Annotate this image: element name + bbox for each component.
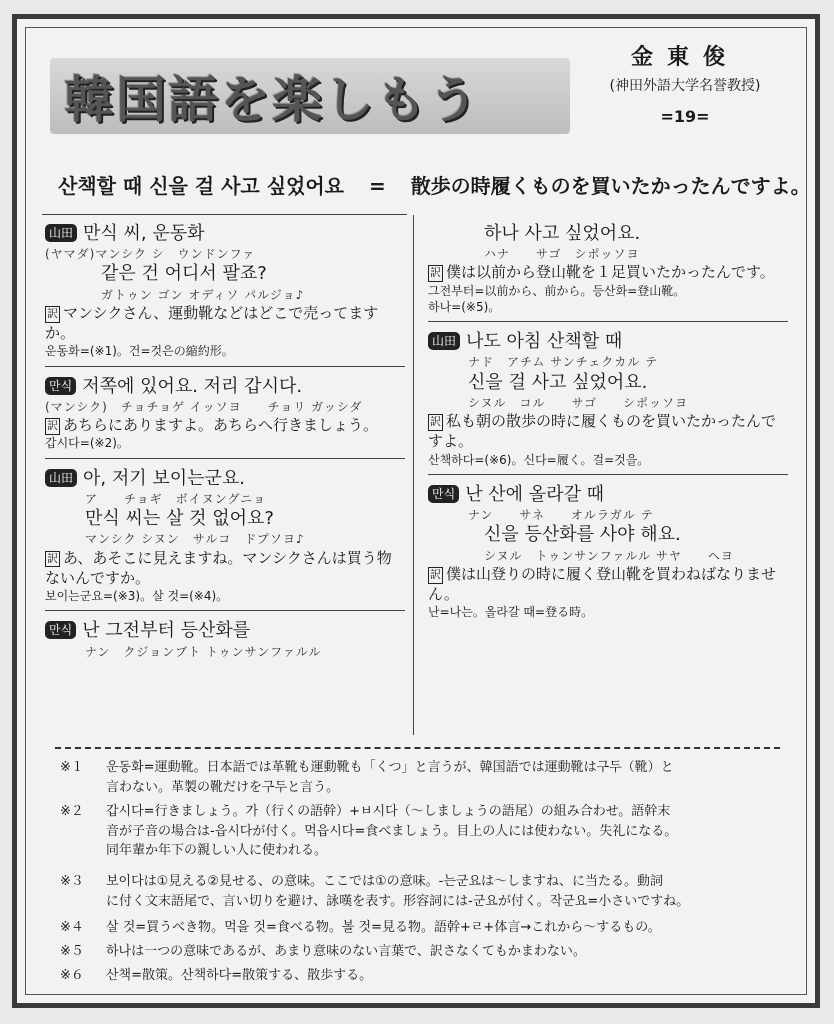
footnote-mark: ※３ — [60, 874, 84, 889]
translation-mark: 訳 — [428, 567, 443, 584]
footnote-text: 갑시다=行きましょう。가（行くの語幹）+ㅂ시다（～しましょうの語尾）の組み合わせ。語幹末 — [106, 804, 671, 819]
footnote — [60, 942, 790, 962]
kana-reading: ナド アチム サンチェクカル テ — [468, 355, 659, 370]
speaker-badge: 만식 — [45, 377, 76, 395]
kana-reading: マンシク シヌン サルコ ドプソヨ♪ — [85, 532, 305, 547]
translation-text: 私も朝の散歩の時に履くものを買いたかったんですよ。 — [428, 412, 777, 451]
speaker-badge: 만식 — [428, 485, 459, 503]
footnote-text: 하나は一つの意味であるが、あまり意味のない言葉で、訳さなくてもかまわない。 — [106, 944, 586, 959]
translation-mark: 訳 — [428, 265, 443, 282]
vocab-note: 산책하다=(※6)。신다=履く。걸=것을。 — [428, 452, 650, 467]
headline-japanese: 散歩の時履くものを買いたかったんですよ。 — [410, 174, 811, 198]
kana-reading: (マンシク) チョチョゲ イッソヨ チョリ ガッシダ — [45, 399, 363, 414]
footnote-mark: ※５ — [60, 944, 84, 959]
speaker-badge: 만식 — [45, 621, 76, 639]
translation-mark: 訳 — [45, 418, 60, 435]
section-rule — [45, 610, 405, 611]
dialogue-block — [45, 619, 405, 659]
vocab-note: 보이는군요=(※3)。살 것=(※4)。 — [45, 589, 229, 604]
dialogue-block — [428, 222, 788, 315]
logo-title: 韓国語を楽しもう — [64, 70, 480, 129]
footnote-text: 言わない。革製の靴だけを구두と言う。 — [106, 779, 340, 795]
translation-text: 僕は以前から登山靴を１足買いたかったんです。 — [446, 263, 775, 282]
translation-text: マンシクさん、運動靴などはどこで売ってますか。 — [45, 303, 379, 343]
translation-mark: 訳 — [45, 551, 60, 568]
footnote-text: に付く文末語尾で、言い切りを避け、詠嘆を表す。形容詞には-군요が付く。작군요=小さいですね。 — [106, 893, 690, 909]
vocab-note: 난=나는。올라갈 때=登る時。 — [428, 605, 594, 620]
footnote-mark: ※４ — [60, 920, 84, 935]
footnote-text: 살 것=買うべき物。먹을 것=食べる物。볼 것=見る物。語幹+ㄹ+体言→これから～するもの。 — [106, 920, 661, 935]
dashed-separator — [55, 747, 780, 749]
footnote — [60, 802, 790, 861]
kana-reading: シヌル トゥンサンファルル サヤ ヘヨ — [484, 548, 734, 563]
vocab-note: 운동화=(※1)。건=것은の縮約形。 — [45, 344, 234, 359]
korean-line: 같은 건 어디서 팔죠? — [101, 263, 267, 285]
dialogue-block — [45, 467, 405, 605]
korean-line: 난 그전부터 등산화를 — [82, 620, 251, 642]
kana-reading: ア チョギ ボイヌングニョ — [85, 491, 267, 506]
korean-line: 만식 씨는 살 것 없어요? — [85, 508, 274, 530]
section-rule — [45, 458, 405, 459]
korean-line: 만식 씨, 운동화 — [83, 223, 205, 244]
footnote-text: 同年輩か年下の親しい人に使われる。 — [106, 843, 328, 858]
kana-reading: ナン サネ オルラガル テ — [468, 508, 654, 523]
left-column — [45, 222, 405, 660]
kana-reading: シヌル コル サゴ シポッソヨ — [468, 395, 689, 410]
headline — [58, 170, 811, 199]
dialogue-block — [45, 375, 405, 452]
column-divider — [413, 215, 414, 735]
dialogue-block — [428, 483, 788, 621]
kana-reading: (ヤマダ)マンシク シ ウンドンファ — [45, 247, 256, 262]
headline-equals: = — [368, 174, 386, 198]
korean-line: 하나 사고 싶었어요. — [484, 223, 641, 244]
speaker-badge: 山田 — [428, 332, 460, 350]
translation-text: あ、あそこに見えますね。マンシクさんは買う物ないんですか。 — [45, 548, 392, 587]
headline-korean: 산책할 때 신을 걸 사고 싶었어요 — [58, 174, 344, 198]
vocab-note: 그전부터=以前から、前から。등산화=登山靴。 — [428, 283, 686, 298]
author-affiliation: (神田外語大学名誉教授) — [609, 78, 761, 94]
footnote — [60, 966, 790, 986]
footnote — [60, 758, 790, 797]
author-block — [590, 40, 780, 126]
translation-mark: 訳 — [428, 414, 443, 431]
footnote-mark: ※１ — [60, 760, 84, 775]
translation-text: 僕は山登りの時に履く登山靴を買わねばなりません。 — [428, 564, 777, 603]
speaker-badge: 山田 — [45, 224, 77, 242]
korean-line: 아, 저기 보이는군요. — [83, 467, 246, 489]
section-rule — [428, 474, 788, 475]
footnote-text: 산책=散策。산책하다=散策する、散歩する。 — [106, 968, 373, 983]
dialogue-block — [428, 330, 788, 468]
issue-number: =19= — [660, 107, 710, 126]
korean-line: 나도 아침 산책할 때 — [466, 331, 623, 353]
footnote-text: 보이다は①見える②見せる、の意味。ここでは①の意味。-는군요は～しますね、に当たる。動詞 — [106, 874, 664, 889]
right-column — [428, 222, 788, 620]
kana-reading: ガトゥン ゴン オディソ パルジョ♪ — [101, 287, 305, 302]
left-top-rule — [42, 214, 407, 215]
footnote-text: 音が子音の場合は-읍시다が付く。먹읍시다=食べましょう。目上の人には使わない。失礼になる。 — [106, 823, 678, 839]
footnote-mark: ※６ — [60, 968, 84, 983]
translation-text: あちらにありますよ。あちらへ行きましょう。 — [63, 416, 379, 435]
author-name: 金東俊 — [630, 44, 739, 70]
footnote-text: 운동화=運動靴。日本語では革靴も運動靴も「くつ」と言うが、韓国語では運動靴は구두（靴）と — [106, 760, 674, 775]
section-rule — [45, 366, 405, 367]
korean-line: 저쪽에 있어요. 저리 갑시다. — [82, 375, 303, 397]
vocab-note: 갑시다=(※2)。 — [45, 436, 129, 451]
footnote-mark: ※２ — [60, 804, 84, 819]
footnote — [60, 918, 790, 938]
footnote — [60, 872, 790, 911]
speaker-badge: 山田 — [45, 469, 77, 487]
vocab-note: 하나=(※5)。 — [428, 299, 501, 314]
korean-line: 신을 걸 사고 싶었어요. — [468, 371, 648, 393]
kana-reading: ナン クジョンブト トゥンサンファルル — [85, 644, 322, 659]
section-rule — [428, 321, 788, 322]
korean-line: 난 산에 올라갈 때 — [465, 483, 605, 505]
korean-line: 신을 등산화를 사야 해요. — [484, 524, 681, 546]
dialogue-block — [45, 222, 405, 360]
translation-mark: 訳 — [45, 306, 60, 323]
kana-reading: ハナ サゴ シポッソヨ — [484, 247, 640, 262]
